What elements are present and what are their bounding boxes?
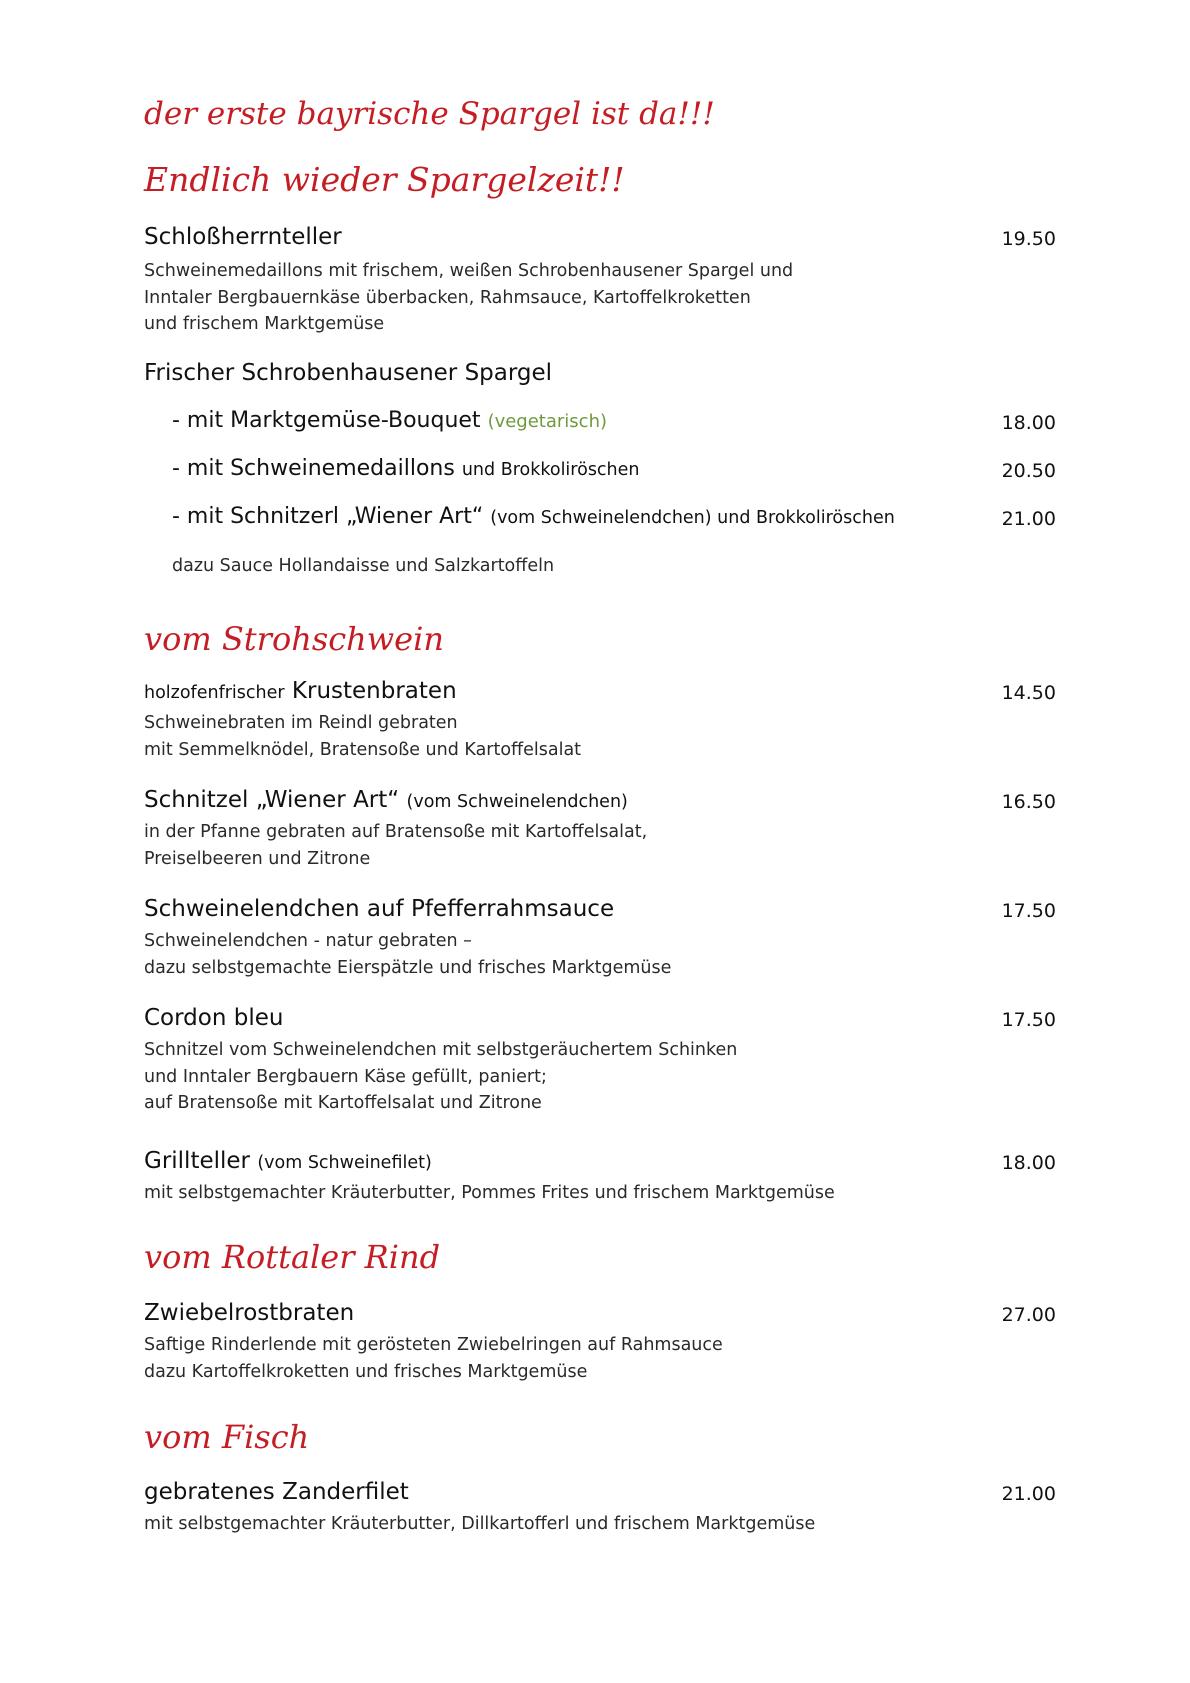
- dish-description: mit selbstgemachter Kräuterbutter, Pommes Frites und frischem Marktgemüse: [144, 1183, 835, 1203]
- dish-description: Schweinemedaillons mit frischem, weißen Schrobenhausener Spargel und Inntaler Bergbauernkäse überbacken, Rahmsauce, Kartoffelkroketten und frischem Marktgemüse: [144, 261, 794, 334]
- dish-name: Schloßherrnteller: [144, 224, 342, 250]
- dish-price: 27.00: [1001, 1304, 1056, 1326]
- dish-option: - mit Schnitzerl „Wiener Art“ (vom Schweinelendchen) und Brokkoliröschen: [172, 504, 895, 529]
- dish-price: 17.50: [1001, 1009, 1056, 1031]
- section-heading-rind: vom Rottaler Rind: [144, 1238, 441, 1276]
- headline-spargelzeit: Endlich wieder Spargelzeit!!: [144, 160, 625, 199]
- dish-price: 21.00: [1001, 1483, 1056, 1505]
- vegetarian-label: (vegetarisch): [487, 411, 608, 432]
- dish-name: holzofenfrischer Krustenbraten: [144, 678, 457, 704]
- headline-spargel-da: der erste bayrische Spargel ist da!!!: [144, 96, 715, 132]
- dish-description: Schweinebraten im Reindl gebraten mit Semmelknödel, Bratensoße und Kartoffelsalat: [144, 713, 582, 760]
- section-heading-fisch: vom Fisch: [144, 1418, 310, 1456]
- dish-description: Schweinelendchen - natur gebraten – dazu selbstgemachte Eierspätzle und frisches Marktgemüse: [144, 931, 672, 978]
- dish-price: 18.00: [1001, 412, 1056, 434]
- dish-price: 20.50: [1001, 460, 1056, 482]
- dish-option: - mit Schweinemedaillons und Brokkoliröschen: [172, 456, 640, 481]
- dish-option: - mit Marktgemüse-Bouquet (vegetarisch): [172, 408, 608, 433]
- dish-description: mit selbstgemachter Kräuterbutter, Dillkartofferl und frischem Marktgemüse: [144, 1514, 816, 1534]
- side-note: dazu Sauce Hollandaisse und Salzkartoffeln: [172, 556, 555, 576]
- dish-name: Schnitzel „Wiener Art“ (vom Schweinelendchen): [144, 787, 628, 813]
- dish-price: 18.00: [1001, 1152, 1056, 1174]
- dish-price: 16.50: [1001, 791, 1056, 813]
- dish-name: Cordon bleu: [144, 1005, 284, 1031]
- dish-price: 17.50: [1001, 900, 1056, 922]
- dish-description: in der Pfanne gebraten auf Bratensoße mit Kartoffelsalat, Preiselbeeren und Zitrone: [144, 822, 648, 869]
- dish-group-title: Frischer Schrobenhausener Spargel: [144, 360, 553, 386]
- dish-description: Saftige Rinderlende mit gerösteten Zwiebelringen auf Rahmsauce dazu Kartoffelkroketten und frisches Marktgemüse: [144, 1335, 723, 1382]
- dish-name: Schweinelendchen auf Pfefferrahmsauce: [144, 896, 615, 922]
- dish-description: Schnitzel vom Schweinelendchen mit selbstgeräuchertem Schinken und Inntaler Bergbauern Käse gefüllt, paniert; auf Bratensoße mit Kartoffelsalat und Zitrone: [144, 1040, 738, 1113]
- section-heading-strohschwein: vom Strohschwein: [144, 620, 444, 658]
- dish-price: 19.50: [1001, 228, 1056, 250]
- dish-price: 21.00: [1001, 508, 1056, 530]
- dish-price: 14.50: [1001, 682, 1056, 704]
- dish-name: Grillteller (vom Schweinefilet): [144, 1148, 432, 1174]
- dish-name: Zwiebelrostbraten: [144, 1300, 355, 1326]
- dish-name: gebratenes Zanderfilet: [144, 1479, 409, 1505]
